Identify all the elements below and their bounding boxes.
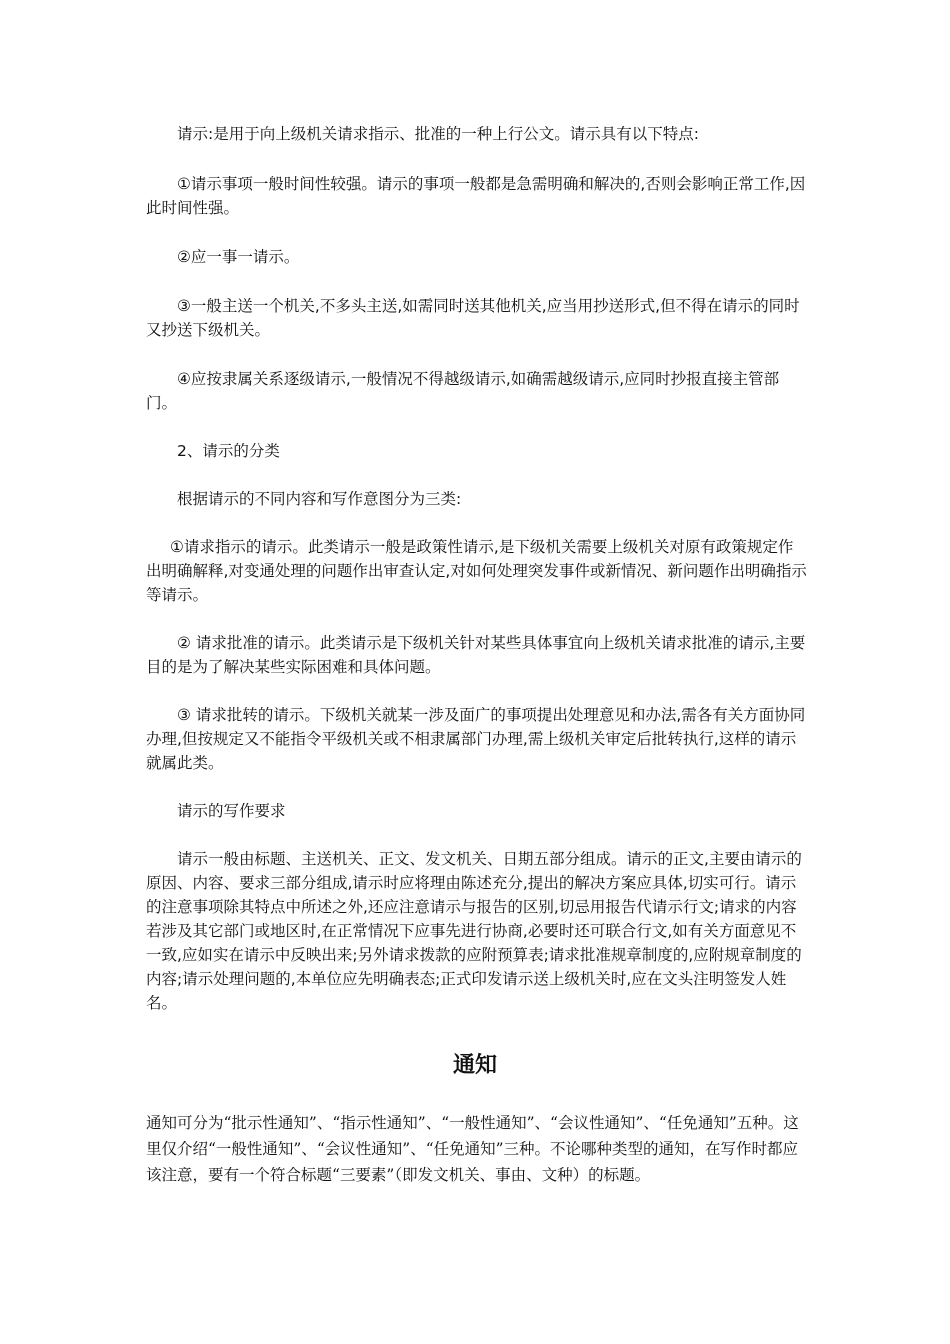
section-title-writing: 请示的写作要求 bbox=[177, 802, 286, 820]
paragraph-feature-2: ②应一事一请示。 bbox=[177, 248, 300, 266]
page-title-notice: 通知 bbox=[452, 1053, 497, 1078]
paragraph-type-2: ② 请求批准的请示。此类请示是下级机关针对某些具体事宜向上级机关请求批准的请示,主要目的是为了解决某些实际困难和具体问题。 bbox=[146, 634, 806, 676]
paragraph-type-3: ③ 请求批转的请示。下级机关就某一涉及面广的事项提出处理意见和办法,需各有关方面协同办理,但按规定又不能指令平级机关或不相隶属部门办理,需上级机关审定后批转执行,这样的请示就属此类。 bbox=[146, 706, 806, 772]
paragraph-feature-4: ④应按隶属关系逐级请示,一般情况不得越级请示,如确需越级请示,应同时抄报直接主管部门。 bbox=[146, 370, 780, 412]
paragraph-classification-intro: 根据请示的不同内容和写作意图分为三类: bbox=[177, 490, 462, 508]
paragraph-writing-requirements: 请示一般由标题、主送机关、正文、发文机关、日期五部分组成。请示的正文,主要由请示的原因、内容、要求三部分组成,请示时应将理由陈述充分,提出的解决方案应具体,切实可行。请示的注意事项除其特点中所述之外,还应注意请示与报告的区别,切忌用报告代请示行文;请求的内容若涉及其它部门或地区时,在正常情况下应事先进行协商,必要时还可联合行文,如有关方面意见不一致,应如实在请示中反映出来;另外请求拨款的应附预算表;请求批准规章制度的,应附规章制度的内容;请示处理问题的,本单位应先明确表态;正式印发请示送上级机关时,应在文头注明签发人姓名。 bbox=[146, 850, 802, 1012]
paragraph-intro: 请示:是用于向上级机关请求指示、批准的一种上行公文。请示具有以下特点: bbox=[177, 125, 699, 143]
paragraph-feature-3: ③一般主送一个机关,不多头主送,如需同时送其他机关,应当用抄送形式,但不得在请示的同时又抄送下级机关。 bbox=[146, 297, 800, 339]
paragraph-notice: 通知可分为“批示性通知”、“指示性通知”、“一般性通知”、“会议性通知”、“任免通知”五种。这里仅介绍“一般性通知”、“会议性通知”、“任免通知”三种。不论哪种类型的通知，在写作时都应该注意，要有一个符合标题“三要素”（即发文机关、事由、文种）的标题。 bbox=[146, 1114, 799, 1184]
section-title-classification: 2、请示的分类 bbox=[177, 442, 280, 460]
paragraph-type-1: ①请求指示的请示。此类请示一般是政策性请示,是下级机关需要上级机关对原有政策规定作出明确解释,对变通处理的问题作出审查认定,对如何处理突发事件或新情况、新问题作出明确指示等请示。 bbox=[146, 538, 807, 604]
paragraph-feature-1: ①请示事项一般时间性较强。请示的事项一般都是急需明确和解决的,否则会影响正常工作,因此时间性强。 bbox=[146, 175, 806, 217]
